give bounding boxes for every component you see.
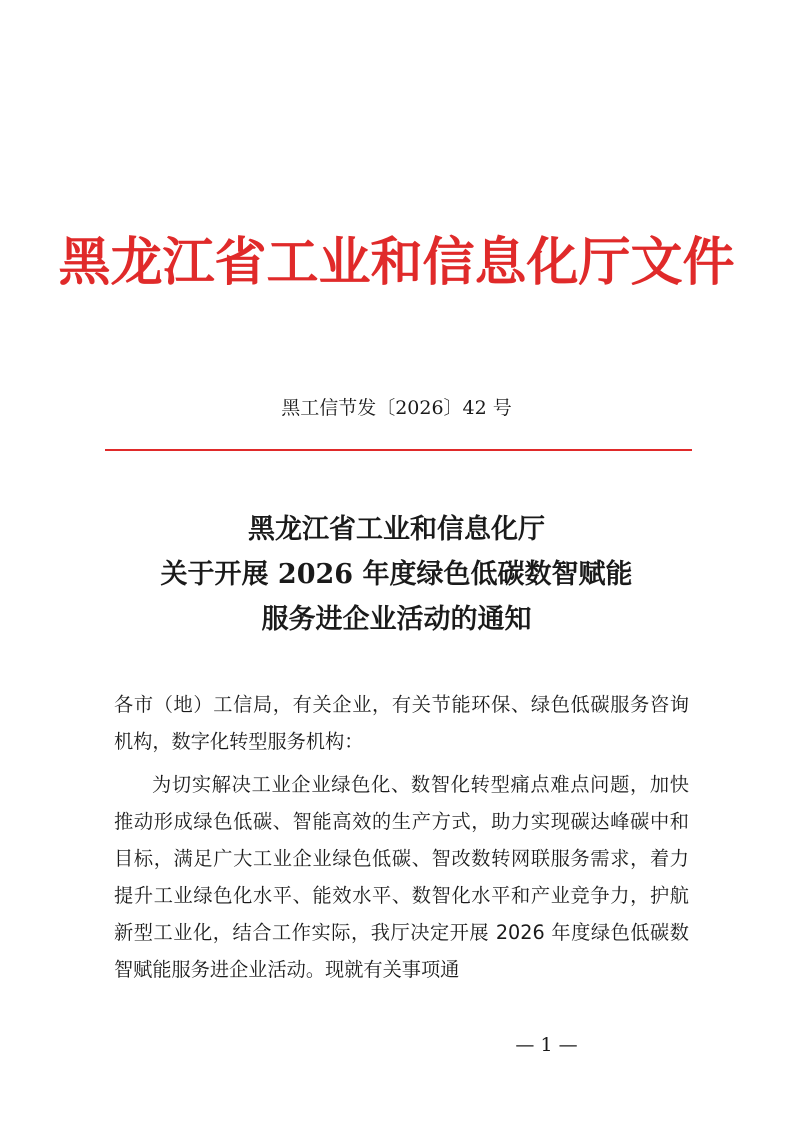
salutation: 各市（地）工信局，有关企业，有关节能环保、绿色低碳服务咨询机构，数字化转型服务机构：: [114, 693, 689, 753]
notice-title-line-2: 关于开展 2026 年度绿色低碳数智赋能: [160, 559, 633, 590]
notice-title: [0, 507, 793, 642]
red-divider-line: [105, 449, 692, 451]
notice-title-line-3: 服务进企业活动的通知: [261, 604, 532, 635]
document-number: 黑工信节发〔2026〕42 号: [281, 397, 512, 419]
notice-body: [114, 686, 689, 988]
notice-title-line-1: 黑龙江省工业和信息化厅: [248, 514, 545, 545]
page-number: — 1 —: [515, 1034, 578, 1056]
masthead-title: 黑龙江省工业和信息化厅文件: [58, 233, 735, 293]
body-paragraph-1: 为切实解决工业企业绿色化、数智化转型痛点难点问题，加快推动形成绿色低碳、智能高效的生产方式，助力实现碳达峰碳中和目标，满足广大工业企业绿色低碳、智改数转网联服务需求，着力提升工业绿色化水平、能效水平、数智化水平和产业竞争力，护航新型工业化，结合工作实际，我厅决定开展 2026 年度绿色低碳数智赋能服务进企业活动。现就有关事项通: [114, 773, 689, 981]
